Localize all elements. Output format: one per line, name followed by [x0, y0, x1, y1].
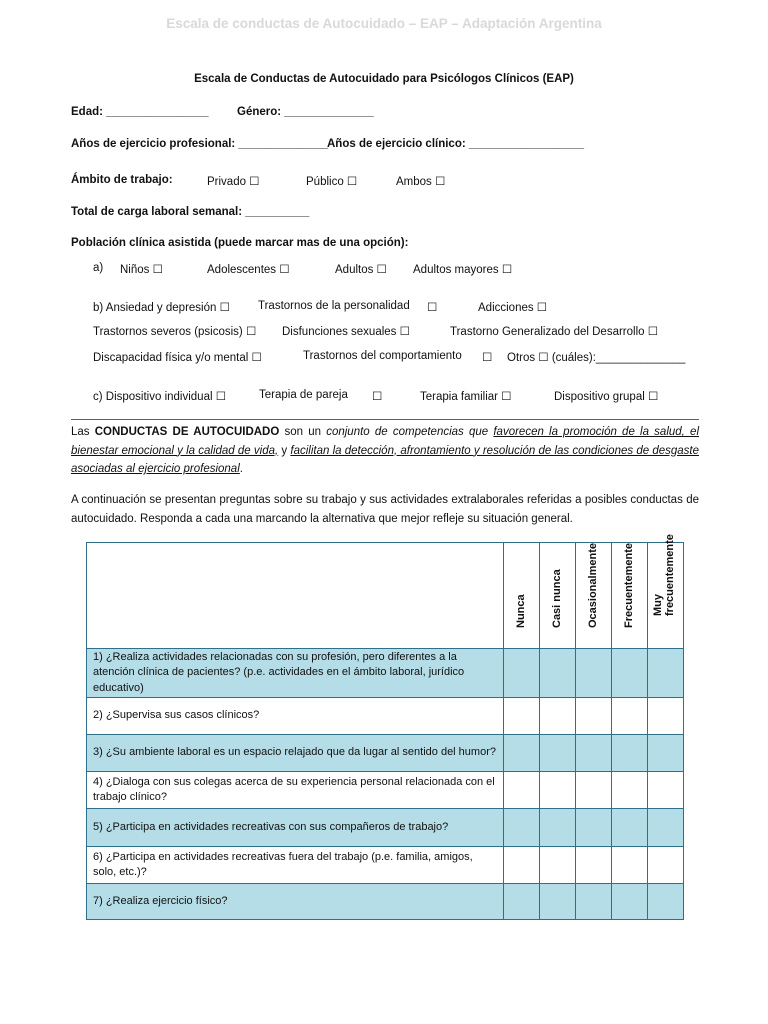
column-nunca: Nunca — [504, 543, 540, 649]
option-a-prefix: a) — [93, 262, 104, 274]
option-adultos-checkbox[interactable]: Adultos ☐ — [335, 264, 387, 276]
table-row — [87, 847, 684, 884]
answer-cell[interactable] — [612, 735, 648, 772]
answer-cell[interactable] — [648, 884, 684, 920]
answer-cell[interactable] — [540, 847, 576, 884]
option-pareja-label: Terapia de pareja — [259, 389, 348, 401]
option-tgd-checkbox[interactable]: Trastorno Generalizado del Desarrollo ☐ — [450, 326, 659, 338]
table-row — [87, 809, 684, 847]
option-personalidad-checkbox[interactable]: ☐ — [427, 302, 438, 314]
option-grupal-checkbox[interactable]: Dispositivo grupal ☐ — [554, 391, 659, 403]
option-adolescentes-checkbox[interactable]: Adolescentes ☐ — [207, 264, 290, 276]
ambito-ambos-checkbox[interactable]: Ambos ☐ — [396, 176, 446, 188]
genero-field[interactable]: Género: ______________ — [237, 106, 374, 118]
column-casi-nunca: Casi nunca — [540, 543, 576, 649]
anos-profesional-field[interactable]: Años de ejercicio profesional: ______________ — [71, 138, 328, 150]
edad-field[interactable]: Edad: ________________ — [71, 106, 209, 118]
answer-cell[interactable] — [576, 735, 612, 772]
questions-table — [86, 533, 684, 920]
anos-clinico-field[interactable]: Años de ejercicio clínico: __________________ — [327, 138, 584, 150]
column-ocasionalmente: Ocasionalmente — [576, 543, 612, 649]
answer-cell[interactable] — [648, 698, 684, 735]
intro-paragraph: Las CONDUCTAS DE AUTOCUIDADO son un conjunto de competencias que favorecen la promoción de la salud, el bienestar emocional y la calidad de vida, y facilitan la detección, afrontamiento y resolución de las condiciones de desgaste asociadas al ejercicio profesional. — [71, 426, 700, 475]
answer-cell[interactable] — [504, 649, 540, 698]
instructions-paragraph: A continuación se presentan preguntas sobre su trabajo y sus actividades extralaborales referidas a posibles conductas de autocuidado. Responda a cada una marcando la alternativa que mejor refleje su situación general. — [71, 494, 699, 525]
option-comportamiento-checkbox[interactable]: ☐ — [482, 352, 493, 364]
option-familiar-checkbox[interactable]: Terapia familiar ☐ — [420, 391, 512, 403]
answer-cell[interactable] — [540, 735, 576, 772]
answer-cell[interactable] — [540, 884, 576, 920]
answer-cell[interactable] — [504, 735, 540, 772]
answer-cell[interactable] — [540, 649, 576, 698]
option-adicciones-checkbox[interactable]: Adicciones ☐ — [478, 302, 548, 314]
table-row — [87, 884, 684, 920]
page-header: Escala de conductas de Autocuidado – EAP – Adaptación Argentina — [166, 16, 602, 31]
question-text: 5) ¿Participa en actividades recreativas con sus compañeros de trabajo? — [87, 809, 504, 847]
answer-cell[interactable] — [576, 809, 612, 847]
answer-cell[interactable] — [612, 772, 648, 809]
option-otros-field[interactable]: Otros ☐ (cuáles):______________ — [507, 352, 686, 364]
answer-cell[interactable] — [540, 698, 576, 735]
table-row — [87, 772, 684, 809]
answer-cell[interactable] — [612, 698, 648, 735]
option-pareja-checkbox[interactable]: ☐ — [372, 391, 383, 403]
poblacion-label: Población clínica asistida (puede marcar mas de una opción): — [71, 237, 409, 249]
option-disfunciones-checkbox[interactable]: Disfunciones sexuales ☐ — [282, 326, 410, 338]
answer-cell[interactable] — [576, 884, 612, 920]
option-severos-checkbox[interactable]: Trastornos severos (psicosis) ☐ — [93, 326, 257, 338]
ambito-publico-checkbox[interactable]: Público ☐ — [306, 176, 358, 188]
answer-cell[interactable] — [648, 772, 684, 809]
answer-cell[interactable] — [576, 649, 612, 698]
answer-cell[interactable] — [504, 772, 540, 809]
answer-cell[interactable] — [612, 809, 648, 847]
column-frecuentemente: Frecuentemente — [612, 543, 648, 649]
table-corner-cell — [87, 543, 504, 649]
answer-cell[interactable] — [648, 649, 684, 698]
answer-cell[interactable] — [504, 847, 540, 884]
ambito-label: Ámbito de trabajo: — [71, 174, 173, 186]
answer-cell[interactable] — [504, 698, 540, 735]
answer-cell[interactable] — [648, 809, 684, 847]
question-text: 7) ¿Realiza ejercicio físico? — [87, 884, 504, 920]
answer-cell[interactable] — [576, 772, 612, 809]
answer-cell[interactable] — [504, 884, 540, 920]
answer-cell[interactable] — [648, 847, 684, 884]
table-row — [87, 698, 684, 735]
answer-cell[interactable] — [648, 735, 684, 772]
table-row — [87, 649, 684, 698]
carga-laboral-field[interactable]: Total de carga laboral semanal: __________ — [71, 206, 310, 218]
answer-cell[interactable] — [612, 847, 648, 884]
option-ninos-checkbox[interactable]: Niños ☐ — [120, 264, 163, 276]
column-muy-frecuentemente: Muy frecuentemente — [648, 543, 684, 649]
answer-cell[interactable] — [576, 698, 612, 735]
option-comportamiento-label: Trastornos del comportamiento — [303, 350, 462, 362]
answer-cell[interactable] — [612, 884, 648, 920]
option-individual-checkbox[interactable]: c) Dispositivo individual ☐ — [93, 391, 227, 403]
answer-cell[interactable] — [612, 649, 648, 698]
table-header-row — [87, 543, 684, 649]
document-title: Escala de Conductas de Autocuidado para Psicólogos Clínicos (EAP) — [194, 73, 574, 85]
answer-cell[interactable] — [540, 809, 576, 847]
option-ansiedad-checkbox[interactable]: b) Ansiedad y depresión ☐ — [93, 302, 230, 314]
section-divider — [71, 419, 699, 420]
question-text: 6) ¿Participa en actividades recreativas fuera del trabajo (p.e. familia, amigos, solo, etc.)? — [87, 847, 504, 884]
answer-cell[interactable] — [504, 809, 540, 847]
question-text: 1) ¿Realiza actividades relacionadas con su profesión, pero diferentes a la atención clínica de pacientes? (p.e. actividades en el ámbito laboral, jurídico educativo) — [87, 649, 504, 698]
option-adultos-mayores-checkbox[interactable]: Adultos mayores ☐ — [413, 264, 513, 276]
ambito-privado-checkbox[interactable]: Privado ☐ — [207, 176, 260, 188]
answer-cell[interactable] — [576, 847, 612, 884]
question-text: 2) ¿Supervisa sus casos clínicos? — [87, 698, 504, 735]
table-row — [87, 735, 684, 772]
answer-cell[interactable] — [540, 772, 576, 809]
option-discapacidad-checkbox[interactable]: Discapacidad física y/o mental ☐ — [93, 352, 262, 364]
question-text: 3) ¿Su ambiente laboral es un espacio relajado que da lugar al sentido del humor? — [87, 735, 504, 772]
question-text: 4) ¿Dialoga con sus colegas acerca de su experiencia personal relacionada con el trabajo clínico? — [87, 772, 504, 809]
option-personalidad-label: Trastornos de la personalidad — [258, 300, 410, 312]
